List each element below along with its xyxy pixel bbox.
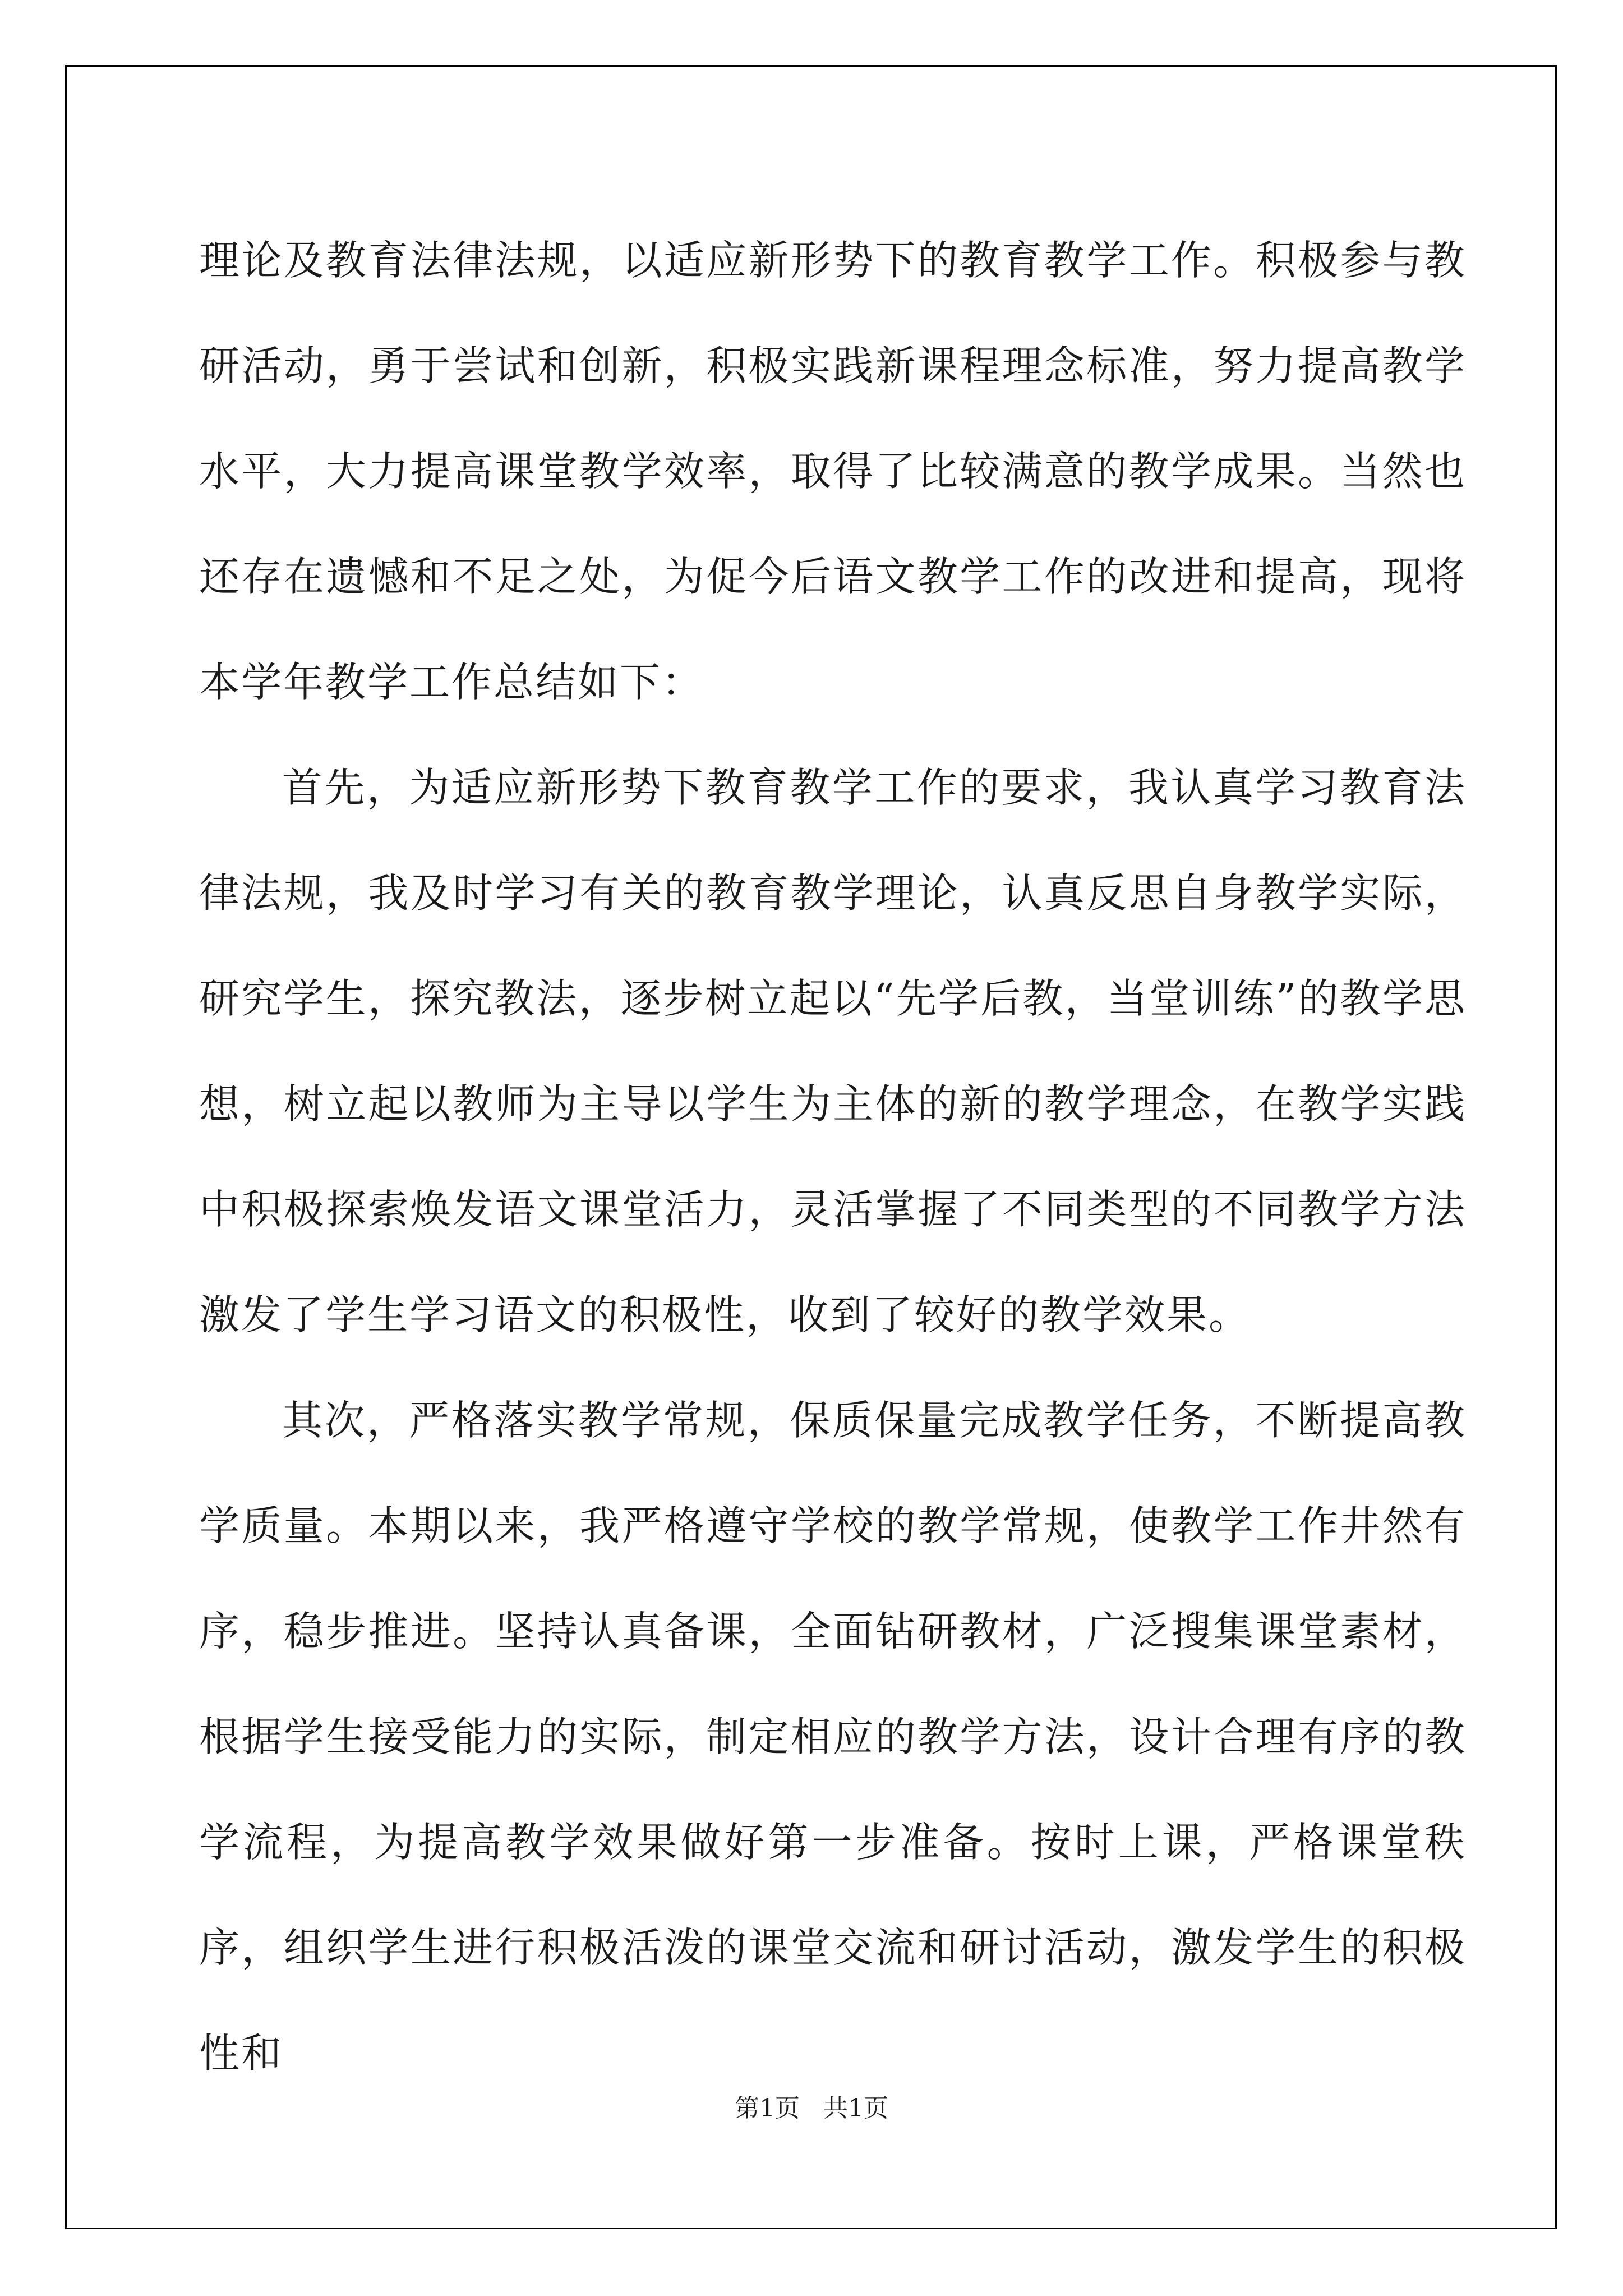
- page-number-footer: 第1页 共1页: [735, 2094, 888, 2123]
- document-body: [199, 208, 1467, 2106]
- paragraph-2: 首先，为适应新形势下教育教学工作的要求，我认真学习教育法律法规，我及时学习有关的教育教学理论，认真反思自身教学实际，研究学生，探究教法，逐步树立起以“先学后教，当堂训练”的教学思想，树立起以教师为主导以学生为主体的新的教学理念，在教学实践中积极探索焕发语文课堂活力，灵活掌握了不同类型的不同教学方法激发了学生学习语文的积极性，收到了较好的教学效果。: [199, 764, 1467, 1338]
- paragraph-3: 其次，严格落实教学常规，保质保量完成教学任务，不断提高教学质量。本期以来，我严格遵守学校的教学常规，使教学工作井然有序，稳步推进。坚持认真备课，全面钻研教材，广泛搜集课堂素材，根据学生接受能力的实际，制定相应的教学方法，设计合理有序的教学流程，为提高教学效果做好第一步准备。按时上课，严格课堂秩序，组织学生进行积极活泼的课堂交流和研讨活动，激发学生的积极性和: [199, 1397, 1467, 2077]
- paragraph-1: 理论及教育法律法规，以适应新形势下的教育教学工作。积极参与教研活动，勇于尝试和创新，积极实践新课程理念标准，努力提高教学水平，大力提高课堂教学效率，取得了比较满意的教学成果。当然也还存在遗憾和不足之处，为促今后语文教学工作的改进和提高，现将本学年教学工作总结如下：: [199, 237, 1467, 706]
